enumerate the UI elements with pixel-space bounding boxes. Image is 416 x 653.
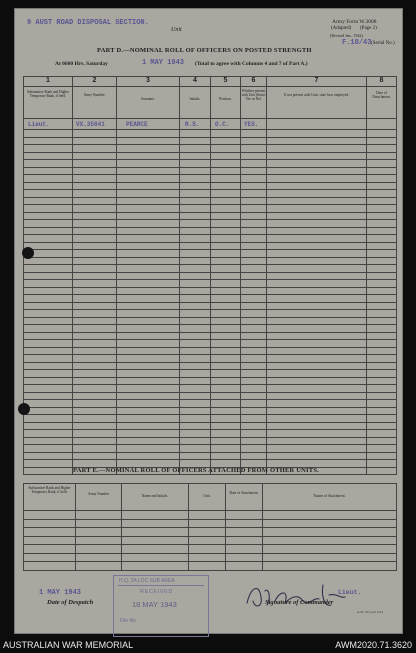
serial-label: (Serial No.) <box>371 41 395 46</box>
part-e-blank-row <box>24 519 397 528</box>
e-col-header-attach-date: Date of Attachment. <box>226 484 263 511</box>
form-page: (Page 2) <box>360 26 377 31</box>
col-num-3: 3 <box>117 77 180 87</box>
part-e-table <box>23 483 397 571</box>
part-d-blank-row <box>24 445 397 453</box>
stamp-received-label: RECEIVED <box>140 589 173 595</box>
col-num-4: 4 <box>180 77 211 87</box>
part-d-blank-row <box>24 190 397 198</box>
at-hours-text: At 0600 Hrs. Saturday <box>55 61 108 67</box>
col-header-present: Whether present with Unit (Insert Yes or No) <box>241 87 267 119</box>
part-d-blank-row <box>24 347 397 355</box>
entry-initials: R.S. <box>180 119 211 130</box>
form-sheet <box>14 8 403 634</box>
part-d-blank-row <box>24 355 397 363</box>
punch-hole-top <box>22 247 34 259</box>
part-d-blank-row <box>24 137 397 145</box>
col-header-rank: Substantive Rank and Higher Temporary Rank, if held. <box>24 87 73 119</box>
part-d-blank-row <box>24 362 397 370</box>
part-d-blank-row <box>24 175 397 183</box>
part-d-blank-row <box>24 272 397 280</box>
col-header-initials: Initials. <box>180 87 211 119</box>
e-col-header-army-number: Army Number <box>76 484 122 511</box>
handwritten-signature <box>241 577 361 617</box>
unit-name: 9 AUST ROAD DISPOSAL SECTION. <box>27 19 149 27</box>
part-d-blank-row <box>24 392 397 400</box>
col-header-detachment-date: Date of Detachment. <box>367 87 397 119</box>
part-d-blank-row <box>24 400 397 408</box>
form-revised: (Revised Jan., 1942) <box>330 33 363 38</box>
svg-text:R.S. Pearce: R.S. Pearce <box>291 606 301 608</box>
part-d-blank-row <box>24 130 397 138</box>
col-header-position: Position. <box>211 87 241 119</box>
part-d-blank-row <box>24 370 397 378</box>
signature-rank: Lieut. <box>338 589 362 596</box>
stamp-received-date: 18 MAY 1943 <box>132 600 177 609</box>
col-num-5: 5 <box>211 77 241 87</box>
part-d-blank-row <box>24 430 397 438</box>
part-d-blank-row <box>24 242 397 250</box>
punch-hole-bottom <box>18 403 30 415</box>
part-e-blank-row <box>24 511 397 520</box>
col-num-6: 6 <box>241 77 267 87</box>
col-num-1: 1 <box>24 77 73 87</box>
footer-accession: AWM2020.71.3620 <box>335 640 412 650</box>
part-d-blank-row <box>24 205 397 213</box>
col-header-surname: Surname. <box>117 87 180 119</box>
e-col-header-name: Name and Initials. <box>122 484 189 511</box>
entry-position: O.C. <box>211 119 241 130</box>
archive-footer <box>0 639 416 653</box>
part-d-blank-row <box>24 160 397 168</box>
stamp-file-no: File No. <box>120 618 138 624</box>
part-d-blank-row <box>24 280 397 288</box>
roll-date: 1 MAY 1943 <box>142 59 185 67</box>
part-e-blank-row <box>24 553 397 562</box>
part-d-blank-row <box>24 325 397 333</box>
part-e-blank-row <box>24 536 397 545</box>
part-d-blank-row <box>24 452 397 460</box>
stamp-unit-text: H.Q. 2A LOC SUB AREA <box>119 578 175 584</box>
entry-surname: PEARCE <box>117 119 180 130</box>
part-d-blank-row <box>24 235 397 243</box>
part-d-blank-row <box>24 197 397 205</box>
part-d-blank-row <box>24 340 397 348</box>
entry-rank: Lieut. <box>24 119 73 130</box>
part-d-blank-row <box>24 227 397 235</box>
entry-present: YES. <box>241 119 267 130</box>
e-col-header-unit: Unit. <box>189 484 226 511</box>
part-d-blank-row <box>24 422 397 430</box>
received-stamp <box>113 575 209 637</box>
e-col-header-rank: Substantive Rank and Higher Temporary Rank, if held. <box>24 484 76 511</box>
part-d-blank-row <box>24 250 397 258</box>
part-d-blank-row <box>24 332 397 340</box>
part-d-blank-row <box>24 182 397 190</box>
despatch-label: Date of Despatch <box>47 599 94 606</box>
printer-note: A.W. 29: part 2/41 <box>357 610 384 614</box>
despatch-date: 1 MAY 1943 <box>39 589 82 597</box>
part-d-blank-row <box>24 287 397 295</box>
part-d-title: PART D.—NOMINAL ROLL OF OFFICERS ON POSTED STRENGTH <box>97 47 312 54</box>
part-d-blank-row <box>24 220 397 228</box>
footer-institution: AUSTRALIAN WAR MEMORIAL <box>3 640 134 650</box>
part-d-blank-row <box>24 212 397 220</box>
part-d-blank-row <box>24 317 397 325</box>
part-d-blank-row <box>24 437 397 445</box>
col-header-employment: If not present with Unit, state how employed. <box>267 87 367 119</box>
col-num-8: 8 <box>367 77 397 87</box>
serial-value: F.18/43 <box>342 39 372 47</box>
e-col-header-nature: Nature of Attachment. <box>263 484 397 511</box>
part-d-blank-row <box>24 295 397 303</box>
form-name: Army Form W.3008 <box>332 19 377 25</box>
part-e-blank-row <box>24 528 397 537</box>
col-num-2: 2 <box>73 77 117 87</box>
entry-army-number: VX.35041 <box>73 119 117 130</box>
part-d-table <box>23 76 397 475</box>
unit-label: Unit <box>171 27 182 33</box>
part-d-blank-row <box>24 407 397 415</box>
table-row <box>24 119 397 130</box>
part-d-blank-row <box>24 385 397 393</box>
part-d-blank-row <box>24 265 397 273</box>
part-d-blank-row <box>24 460 397 468</box>
total-note: (Total to agree with Columns 4 and 7 of Part A.) <box>195 61 308 67</box>
part-d-blank-row <box>24 302 397 310</box>
col-header-army-number: Army Number. <box>73 87 117 119</box>
part-d-blank-row <box>24 415 397 423</box>
part-d-blank-row <box>24 167 397 175</box>
part-e-blank-row <box>24 562 397 571</box>
part-d-blank-row <box>24 257 397 265</box>
part-d-blank-row <box>24 145 397 153</box>
part-e-blank-row <box>24 545 397 554</box>
part-e-title: PART E.—NOMINAL ROLL OF OFFICERS ATTACHED FROM OTHER UNITS. <box>73 467 319 474</box>
signature-label: Signature of Commander <box>265 599 334 606</box>
part-d-blank-row <box>24 152 397 160</box>
part-d-blank-row <box>24 310 397 318</box>
form-adapted: (Adapted) <box>331 26 352 31</box>
col-num-7: 7 <box>267 77 367 87</box>
part-d-blank-row <box>24 377 397 385</box>
